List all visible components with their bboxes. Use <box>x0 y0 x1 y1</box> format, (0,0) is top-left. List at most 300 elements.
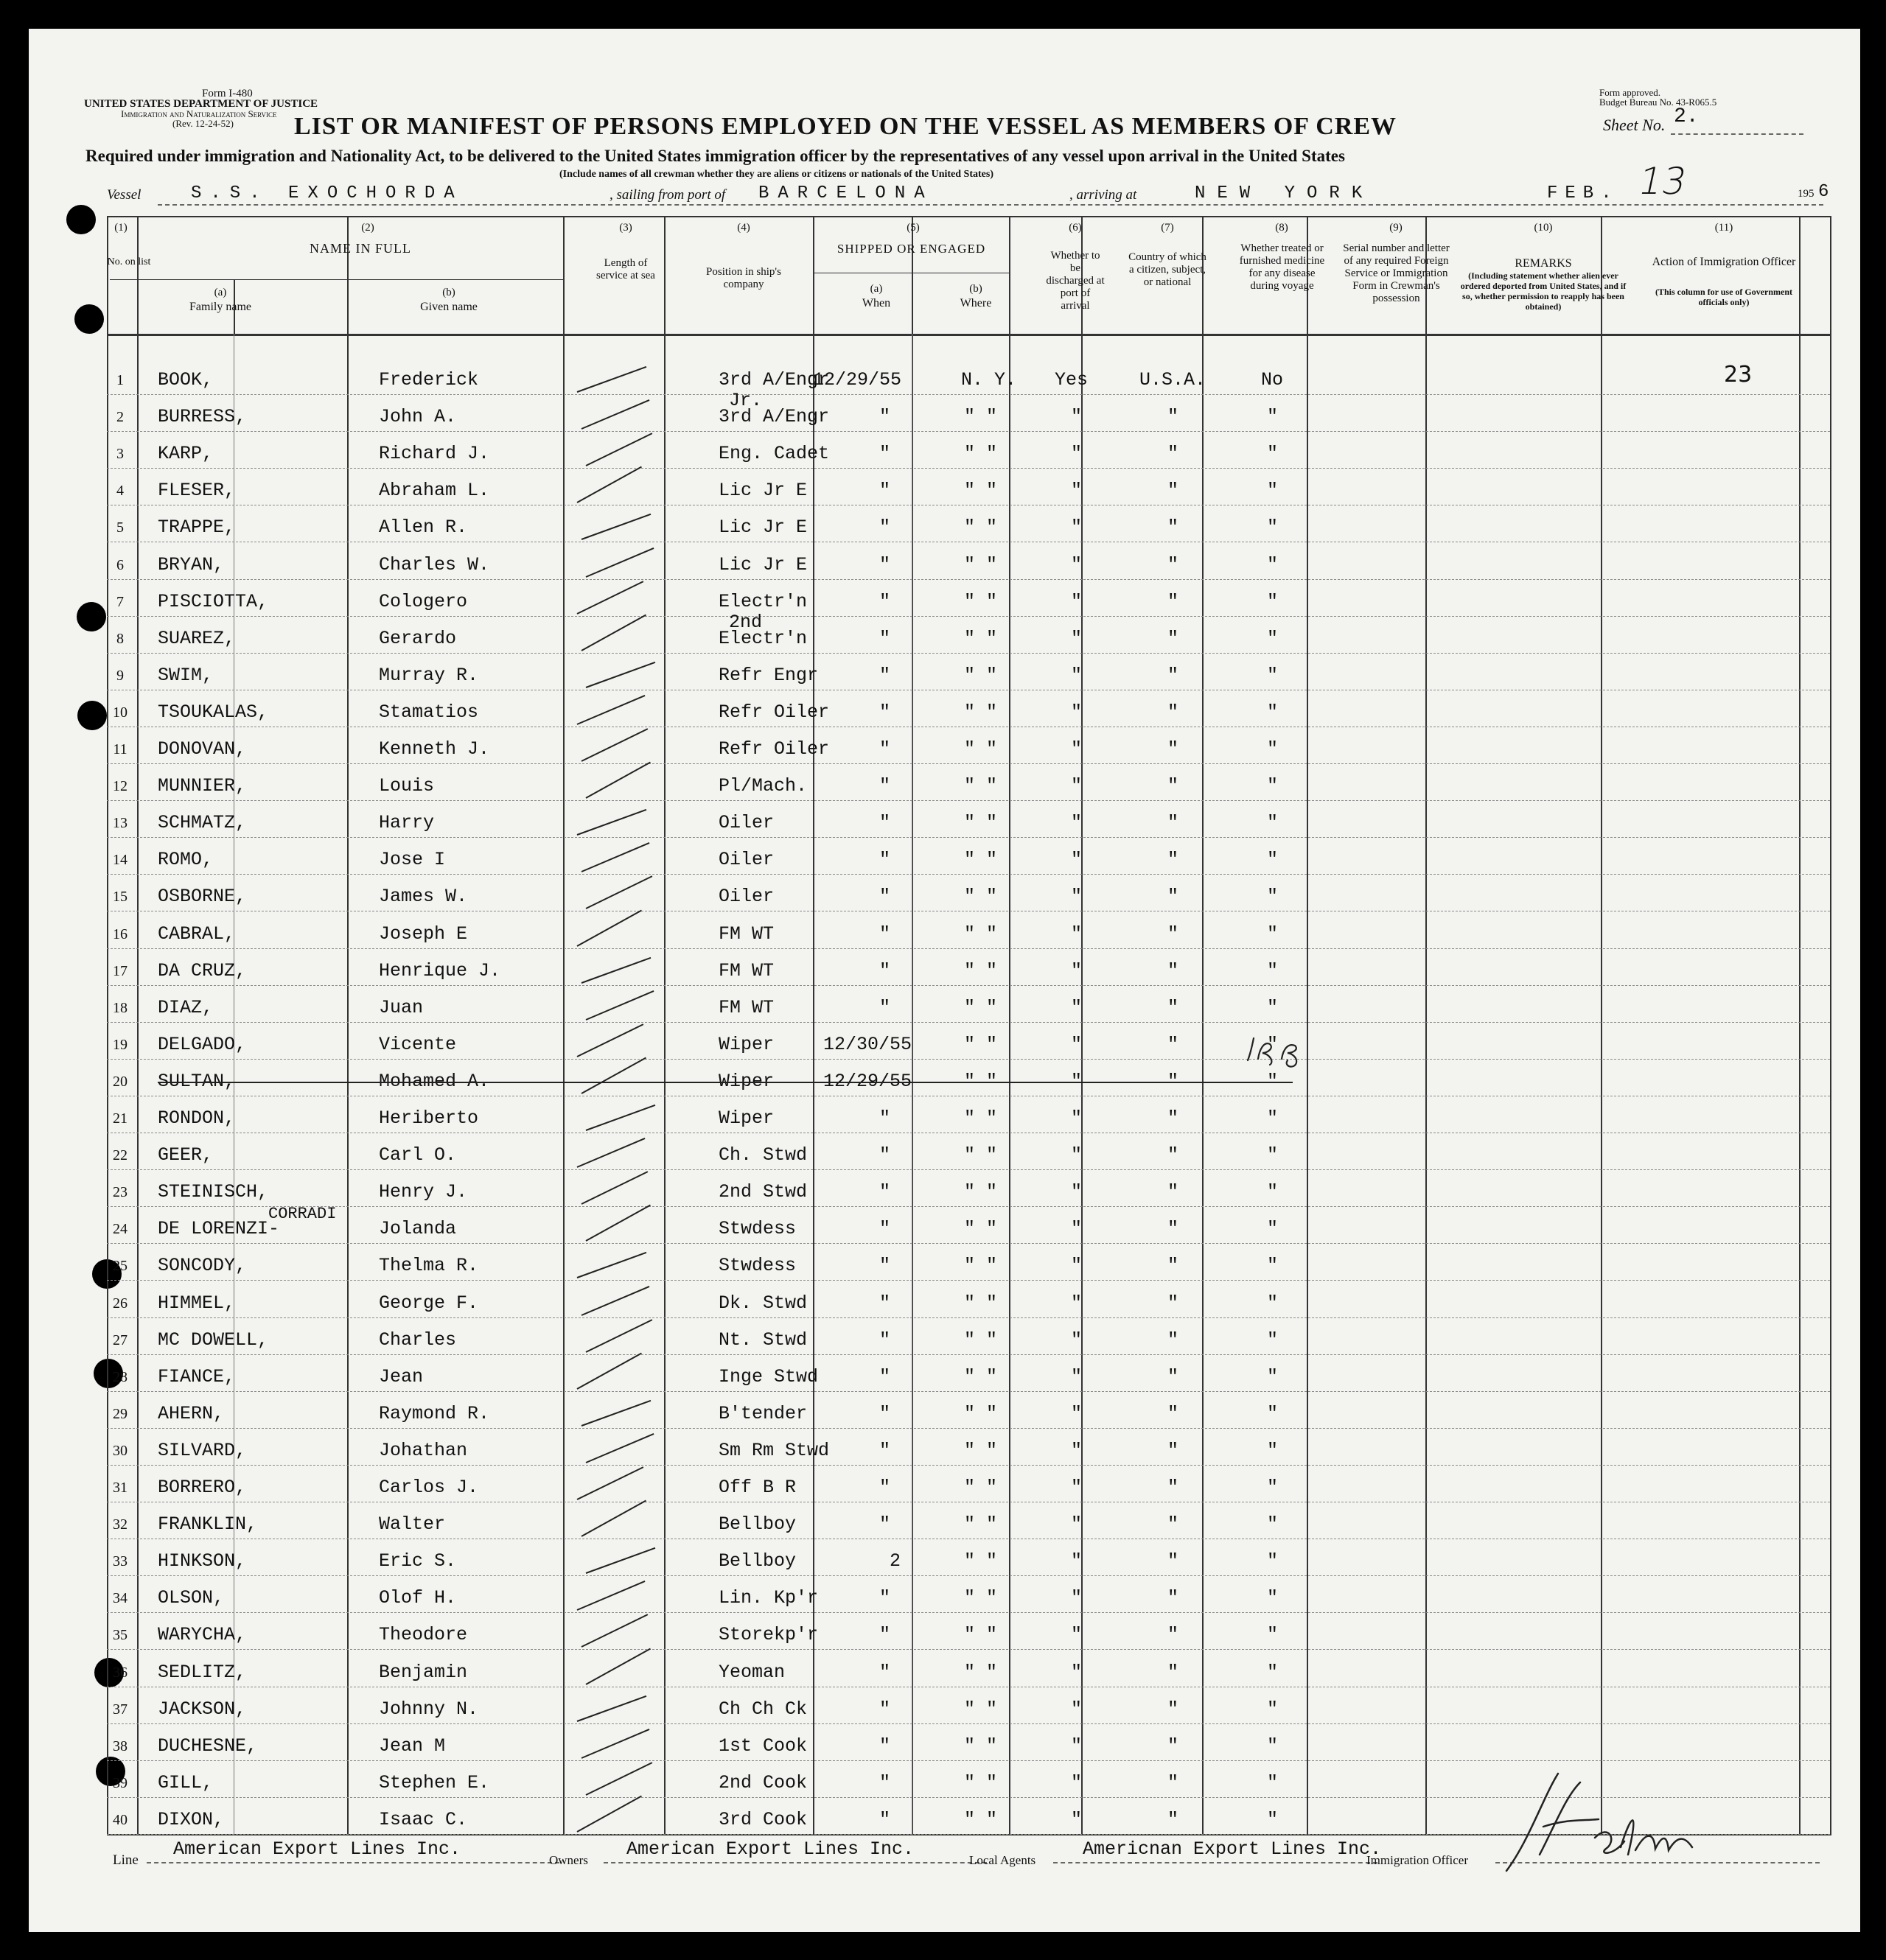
punch-hole <box>74 304 104 334</box>
shipped-where-ditto: " " <box>964 1033 998 1055</box>
service-check-mark <box>577 1023 644 1057</box>
given-name: Charles <box>379 1329 457 1351</box>
service-check-mark <box>577 1466 644 1500</box>
line-underline <box>147 1862 559 1863</box>
shipped-where-ditto: " " <box>964 590 998 612</box>
service-check-mark <box>581 956 652 983</box>
row-number: 37 <box>113 1701 128 1718</box>
family-name-addition: CORRADI <box>268 1205 337 1224</box>
col2b-header: Given name <box>420 301 478 313</box>
family-name: DELGADO, <box>158 1033 247 1055</box>
row-rule <box>107 1391 1830 1392</box>
col4-number: (4) <box>737 222 750 234</box>
given-name: Thelma R. <box>379 1255 479 1277</box>
family-name: MUNNIER, <box>158 775 247 797</box>
given-name: Raymond R. <box>379 1402 490 1424</box>
discharge-ditto: " <box>1071 1255 1083 1277</box>
officer-label: Immigration Officer <box>1366 1853 1469 1867</box>
remark-initials-mark <box>1245 1031 1333 1075</box>
shipped-when: 12/30/55 <box>823 1033 912 1055</box>
row-number: 26 <box>113 1295 128 1312</box>
col10-number: (10) <box>1534 222 1553 234</box>
row-number: 24 <box>113 1221 128 1238</box>
agents-label: Local Agents <box>969 1853 1036 1867</box>
citizenship-ditto: " <box>1167 1550 1179 1572</box>
discharge-ditto: " <box>1071 1771 1083 1793</box>
column-divider <box>347 216 349 1835</box>
position: 3rd A/Engr <box>719 369 830 391</box>
medicine-ditto: " <box>1267 775 1279 797</box>
discharge-ditto: " <box>1071 406 1083 428</box>
shipped-where-ditto: " " <box>964 1292 998 1314</box>
discharge-ditto: " <box>1071 1070 1083 1092</box>
family-name: HINKSON, <box>158 1550 247 1572</box>
position: 2nd Cook <box>719 1771 808 1793</box>
column-divider <box>1601 216 1602 1835</box>
position: Wiper <box>719 1070 775 1092</box>
service-check-mark <box>586 1547 656 1574</box>
shipped-where-ditto: " " <box>964 406 998 428</box>
discharge-ditto: " <box>1071 1439 1083 1461</box>
service-check-mark <box>581 399 650 430</box>
col10-header: REMARKS <box>1515 257 1572 270</box>
shipped-when-ditto: " <box>879 406 891 428</box>
row-rule <box>107 1428 1830 1429</box>
row-rule <box>107 1169 1830 1170</box>
col5a-number: (a) <box>870 283 883 295</box>
row-rule <box>107 948 1830 949</box>
service-check-mark <box>581 514 652 540</box>
position: 3rd A/Engr <box>719 406 830 428</box>
citizenship-ditto: " <box>1167 1033 1179 1055</box>
row-number: 30 <box>113 1442 128 1459</box>
col1-header: No. on list <box>107 256 151 267</box>
shipped-when-ditto: " <box>879 1144 891 1166</box>
shipped-where-ditto: " " <box>964 1550 998 1572</box>
service-check-mark <box>577 1796 642 1833</box>
given-name: Jean <box>379 1365 424 1387</box>
shipped-when-ditto: " <box>879 923 891 945</box>
family-name: SULTAN, <box>158 1070 236 1092</box>
given-name: Jose I <box>379 849 446 871</box>
shipped-when-ditto: " <box>879 701 891 723</box>
medicine-ditto: " <box>1267 1218 1279 1240</box>
row-rule <box>107 837 1830 838</box>
punch-hole <box>77 701 107 730</box>
citizenship: U.S.A. <box>1139 369 1206 391</box>
position: B'tender <box>719 1402 808 1424</box>
shipped-where-ditto: " " <box>964 1255 998 1277</box>
given-name: Isaac C. <box>379 1808 468 1830</box>
sheet-number: 2. <box>1674 105 1699 128</box>
arrival-month: FEB. <box>1547 183 1619 203</box>
shipped-when-ditto: " <box>879 443 891 465</box>
agents-value: Americnan Export Lines Inc. <box>1083 1838 1382 1860</box>
service-check-mark <box>577 581 644 615</box>
shipped-where-ditto: " " <box>964 775 998 797</box>
row-rule <box>107 1022 1830 1023</box>
given-name: Stamatios <box>379 701 479 723</box>
shipped-where-ditto: " " <box>964 738 998 760</box>
vessel-label: Vessel <box>107 187 142 203</box>
row-number: 38 <box>113 1737 128 1754</box>
row-number: 7 <box>116 593 124 610</box>
position: Electr'n <box>719 627 808 649</box>
position: Eng. Cadet <box>719 443 830 465</box>
medicine-ditto: " <box>1267 553 1279 575</box>
discharge-ditto: " <box>1071 1698 1083 1720</box>
family-name: AHERN, <box>158 1402 225 1424</box>
row-rule <box>107 1354 1830 1355</box>
medicine-ditto: " <box>1267 1070 1279 1092</box>
service-check-mark <box>586 662 656 688</box>
given-name: Vicente <box>379 1033 457 1055</box>
service-check-mark <box>586 1205 651 1242</box>
shipped-when-ditto: " <box>879 775 891 797</box>
row-number: 6 <box>116 556 124 573</box>
shipped-when-ditto: " <box>879 590 891 612</box>
given-name: Frederick <box>379 369 479 391</box>
position: Electr'n <box>719 590 808 612</box>
col2-number: (2) <box>361 222 374 234</box>
given-name: Kenneth J. <box>379 738 490 760</box>
medicine-ditto: " <box>1267 849 1279 871</box>
row-rule <box>107 1575 1830 1576</box>
position: Refr Engr <box>719 664 819 686</box>
service-check-mark <box>586 990 654 1021</box>
medicine-ditto: " <box>1267 1107 1279 1129</box>
position-prefix: Jr. <box>729 390 763 412</box>
family-name: DE LORENZI- <box>158 1218 280 1240</box>
discharge-ditto: " <box>1071 1550 1083 1572</box>
service-check-mark <box>577 1581 646 1611</box>
shipped-where-ditto: " " <box>964 1329 998 1351</box>
col10-note: (Including statement whether alien ever ordered deported from United States, and if so, whether permission to reapply has been obtained) <box>1460 270 1627 312</box>
citizenship-ditto: " <box>1167 1107 1179 1129</box>
row-number: 3 <box>116 446 124 463</box>
position: Dk. Stwd <box>719 1292 808 1314</box>
shipped-where-ditto: " " <box>964 923 998 945</box>
given-name: Olof H. <box>379 1587 457 1609</box>
citizenship-ditto: " <box>1167 1329 1179 1351</box>
row-number: 40 <box>113 1811 128 1828</box>
col9-header: Serial number and letter of any required Foreign Service or Immigration Form in Crewman's possession <box>1343 242 1450 304</box>
service-check-mark <box>581 614 646 651</box>
row-number: 29 <box>113 1405 128 1422</box>
row-number: 39 <box>113 1774 128 1791</box>
shipped-where-ditto: " " <box>964 1808 998 1830</box>
service-check-mark <box>581 1057 646 1094</box>
medicine-ditto: " <box>1267 1771 1279 1793</box>
departure-port: BARCELONA <box>758 183 934 203</box>
service-check-mark <box>581 1729 650 1759</box>
medicine-ditto: " <box>1267 1661 1279 1683</box>
family-name: SCHMATZ, <box>158 812 247 834</box>
discharge-ditto: " <box>1071 627 1083 649</box>
shipped-where-ditto: " " <box>964 480 998 502</box>
col1-number: (1) <box>114 222 128 234</box>
given-name: Stephen E. <box>379 1771 490 1793</box>
medicine-ditto: " <box>1267 812 1279 834</box>
shipped-when-ditto: " <box>879 1218 891 1240</box>
citizenship-ditto: " <box>1167 553 1179 575</box>
medicine-ditto: " <box>1267 1329 1279 1351</box>
sheet-underline <box>1671 133 1803 135</box>
shipped-when-ditto: " <box>879 738 891 760</box>
medicine-ditto: " <box>1267 443 1279 465</box>
col4-header: Position in ship's company <box>706 266 781 290</box>
position: 3rd Cook <box>719 1808 808 1830</box>
column-divider <box>1307 216 1308 1835</box>
shipped-when-ditto: " <box>879 1513 891 1536</box>
row-number: 5 <box>116 519 124 536</box>
row-number: 36 <box>113 1664 128 1681</box>
family-name: DA CRUZ, <box>158 959 247 981</box>
service-check-mark <box>581 1614 649 1648</box>
vessel-line-underline <box>158 204 1823 206</box>
citizenship-ditto: " <box>1167 1808 1179 1830</box>
position: Ch. Stwd <box>719 1144 808 1166</box>
family-name: WARYCHA, <box>158 1624 247 1646</box>
service-check-mark <box>581 1286 650 1316</box>
given-name: Allen R. <box>379 517 468 539</box>
shipped-when-ditto: " <box>879 1771 891 1793</box>
arriving-label: , arriving at <box>1069 187 1137 203</box>
shipped-when-ditto: " <box>879 517 891 539</box>
row-rule <box>107 394 1830 395</box>
shipped-where-ditto: " " <box>964 1735 998 1757</box>
service-check-mark <box>586 1648 651 1684</box>
shipped-when-ditto: " <box>879 1329 891 1351</box>
medicine-ditto: " <box>1267 406 1279 428</box>
discharge-ditto: " <box>1071 1402 1083 1424</box>
arrival-port: NEW YORK <box>1195 183 1375 203</box>
service-check-mark <box>586 433 653 466</box>
service-check-mark <box>586 762 651 799</box>
citizenship-ditto: " <box>1167 1661 1179 1683</box>
col5b-number: (b) <box>969 283 982 295</box>
form-approved: Form approved. <box>1599 87 1661 98</box>
citizenship-ditto: " <box>1167 1587 1179 1609</box>
citizenship-ditto: " <box>1167 1735 1179 1757</box>
budget-bureau-number: Budget Bureau No. 43-R065.5 <box>1599 97 1717 108</box>
citizenship-ditto: " <box>1167 959 1179 981</box>
medicine-ditto: " <box>1267 1698 1279 1720</box>
row-number: 31 <box>113 1480 128 1496</box>
medicine-ditto: " <box>1267 480 1279 502</box>
shipped-when-ditto: " <box>879 1255 891 1277</box>
shipped-when-ditto: " <box>879 812 891 834</box>
shipped-where-ditto: " " <box>964 1402 998 1424</box>
family-name: STEINISCH, <box>158 1181 269 1203</box>
strike-through-line <box>158 1082 1293 1083</box>
medicine-ditto: " <box>1267 1624 1279 1646</box>
shipped-where-ditto: " " <box>964 701 998 723</box>
citizenship-ditto: " <box>1167 443 1179 465</box>
citizenship-ditto: " <box>1167 406 1179 428</box>
given-name: Johathan <box>379 1439 468 1461</box>
given-name: Abraham L. <box>379 480 490 502</box>
row-rule <box>107 763 1830 764</box>
department-name: UNITED STATES DEPARTMENT OF JUSTICE <box>84 98 318 110</box>
agents-underline <box>1053 1862 1377 1863</box>
row-number: 8 <box>116 630 124 647</box>
given-name: Murray R. <box>379 664 479 686</box>
discharge-ditto: " <box>1071 996 1083 1018</box>
col3-number: (3) <box>619 222 632 234</box>
row-rule <box>107 1465 1830 1466</box>
service-check-mark <box>581 1171 649 1205</box>
row-number: 16 <box>113 925 128 942</box>
row-rule <box>107 1243 1830 1244</box>
medicine-ditto: " <box>1267 1439 1279 1461</box>
given-name: Henry J. <box>379 1181 468 1203</box>
medicine-ditto: " <box>1267 1402 1279 1424</box>
medicine-ditto: " <box>1267 1477 1279 1498</box>
family-name: DIXON, <box>158 1808 225 1830</box>
given-name: Carlos J. <box>379 1477 479 1498</box>
discharge-ditto: " <box>1071 1735 1083 1757</box>
shipped-where-ditto: " " <box>964 996 998 1018</box>
row-rule <box>107 1059 1830 1060</box>
row-number: 4 <box>116 483 124 500</box>
row-rule <box>107 653 1830 654</box>
discharge-ditto: " <box>1071 1365 1083 1387</box>
discharge-ditto: " <box>1071 775 1083 797</box>
row-number: 27 <box>113 1331 128 1348</box>
service-check-mark <box>581 842 650 872</box>
discharge-ditto: " <box>1071 1107 1083 1129</box>
punch-hole <box>77 602 106 631</box>
row-number: 9 <box>116 667 124 684</box>
shipped-where-ditto: " " <box>964 1365 998 1387</box>
given-name: Benjamin <box>379 1661 468 1683</box>
citizenship-ditto: " <box>1167 664 1179 686</box>
given-name: John A. <box>379 406 457 428</box>
family-name: OLSON, <box>158 1587 225 1609</box>
shipped-where-ditto: " " <box>964 1771 998 1793</box>
shipped-when-ditto: " <box>879 1402 891 1424</box>
owners-underline <box>604 1862 987 1863</box>
position: Oiler <box>719 849 775 871</box>
discharge-ditto: " <box>1071 1033 1083 1055</box>
row-number: 18 <box>113 999 128 1016</box>
row-number: 15 <box>113 889 128 906</box>
medicine-ditto: " <box>1267 959 1279 981</box>
col5-number: (5) <box>907 222 920 234</box>
row-number: 20 <box>113 1073 128 1090</box>
citizenship-ditto: " <box>1167 738 1179 760</box>
medicine-ditto: " <box>1267 996 1279 1018</box>
col2a-number: (a) <box>214 287 227 298</box>
family-name: BOOK, <box>158 369 214 391</box>
service-check-mark <box>586 876 653 910</box>
col5-header: SHIPPED OR ENGAGED <box>837 242 986 256</box>
discharge-ditto: " <box>1071 701 1083 723</box>
service-check-mark <box>577 1352 642 1389</box>
discharge-ditto: " <box>1071 590 1083 612</box>
shipped-when: 12/29/55 <box>823 1070 912 1092</box>
col2b-number: (b) <box>442 287 455 298</box>
shipped-where-ditto: " " <box>964 886 998 908</box>
family-name: HIMMEL, <box>158 1292 236 1314</box>
shipped-when-ditto: " <box>879 959 891 981</box>
discharge-ditto: " <box>1071 553 1083 575</box>
shipped-when-ditto: " <box>879 480 891 502</box>
sheet-label: Sheet No. <box>1603 116 1666 134</box>
row-number: 22 <box>113 1147 128 1164</box>
medicine-ditto: " <box>1267 1255 1279 1277</box>
family-name: GEER, <box>158 1144 214 1166</box>
family-name: FLESER, <box>158 480 236 502</box>
citizenship-ditto: " <box>1167 590 1179 612</box>
line-value: American Export Lines Inc. <box>173 1838 461 1860</box>
citizenship-ditto: " <box>1167 701 1179 723</box>
citizenship-ditto: " <box>1167 1624 1179 1646</box>
position: Lic Jr E <box>719 517 808 539</box>
col7-header: Country of which a citizen, subject, or national <box>1128 251 1206 288</box>
position: Bellboy <box>719 1550 797 1572</box>
row-rule <box>107 431 1830 432</box>
position: Wiper <box>719 1107 775 1129</box>
given-name: Carl O. <box>379 1144 457 1166</box>
column-divider <box>563 216 565 1835</box>
discharge-ditto: " <box>1071 517 1083 539</box>
family-name: JACKSON, <box>158 1698 247 1720</box>
column-divider <box>1009 216 1010 1835</box>
discharge-ditto: " <box>1071 886 1083 908</box>
row-number: 33 <box>113 1553 128 1570</box>
service-check-mark <box>586 1762 653 1796</box>
family-name: ROMO, <box>158 849 214 871</box>
shipped-when-ditto: " <box>879 553 891 575</box>
medicine-ditto: " <box>1267 886 1279 908</box>
officer-action: 23 <box>1724 362 1753 388</box>
shipped-where-ditto: " " <box>964 1477 998 1498</box>
shipped-when-ditto: " <box>879 1587 891 1609</box>
position: Lin. Kp'r <box>719 1587 819 1609</box>
discharge-flag: Yes <box>1055 369 1089 391</box>
citizenship-ditto: " <box>1167 480 1179 502</box>
col2-header: NAME IN FULL <box>310 241 411 256</box>
shipped-when-ditto: " <box>879 849 891 871</box>
service-check-mark <box>577 909 642 946</box>
discharge-ditto: " <box>1071 1808 1083 1830</box>
citizenship-ditto: " <box>1167 1365 1179 1387</box>
service-check-mark <box>581 1400 652 1427</box>
row-rule <box>107 1280 1830 1281</box>
form-number: Form I-480 <box>202 88 253 99</box>
discharge-ditto: " <box>1071 1477 1083 1498</box>
given-name: Henrique J. <box>379 959 501 981</box>
citizenship-ditto: " <box>1167 1218 1179 1240</box>
medicine-ditto: " <box>1267 517 1279 539</box>
col3-header: Length of service at sea <box>596 257 655 281</box>
row-rule <box>107 1317 1830 1318</box>
family-name: SUAREZ, <box>158 627 236 649</box>
shipped-where-ditto: " " <box>964 1661 998 1683</box>
position: Bellboy <box>719 1513 797 1536</box>
discharge-ditto: " <box>1071 1144 1083 1166</box>
service-check-mark <box>577 1252 647 1278</box>
citizenship-ditto: " <box>1167 1513 1179 1536</box>
family-name: KARP, <box>158 443 214 465</box>
citizenship-ditto: " <box>1167 1477 1179 1498</box>
shipped-when: 12/29/55 <box>813 369 902 391</box>
citizenship-ditto: " <box>1167 517 1179 539</box>
given-name: Walter <box>379 1513 446 1536</box>
col2a-header: Family name <box>189 301 251 313</box>
